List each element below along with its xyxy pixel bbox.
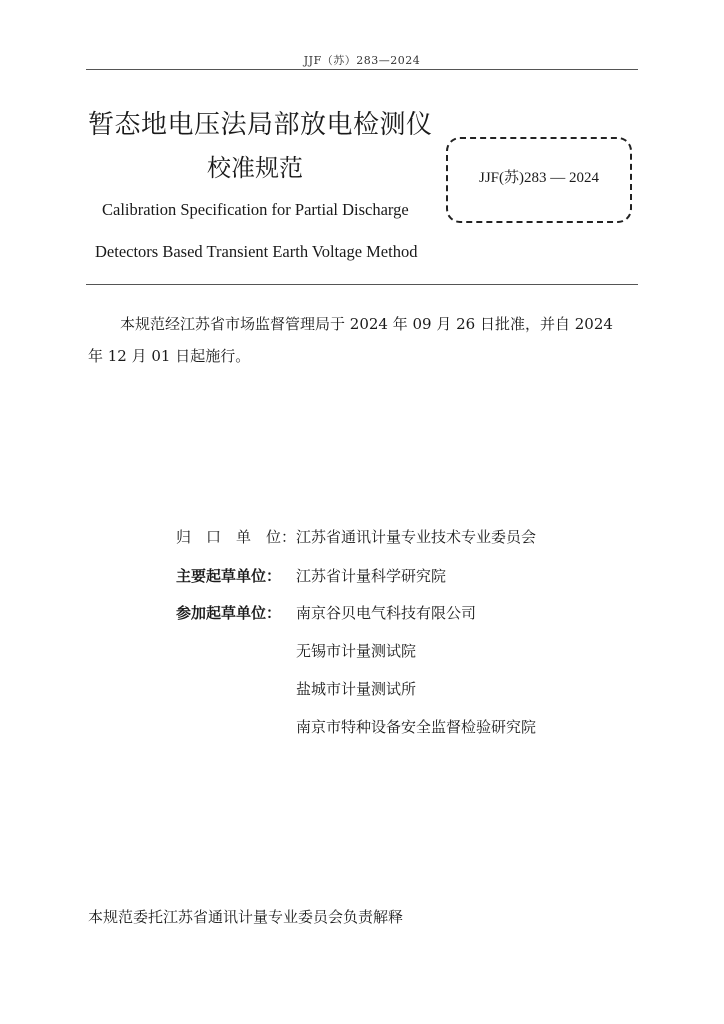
title-chinese-line1: 暂态地电压法局部放电检测仪: [88, 110, 433, 140]
title-divider-rule: [86, 284, 638, 285]
main-drafter-label: 主要起草单位：: [176, 567, 282, 585]
participating-drafter-value: 无锡市计量测试院: [296, 642, 417, 660]
participating-drafter-row: [176, 602, 476, 623]
running-header-code: JJF（苏）283—2024: [303, 54, 421, 67]
specification-code: JJF(苏)283 — 2024: [478, 170, 599, 186]
main-drafter-row: [176, 565, 446, 586]
participating-drafter-value: 盐城市计量测试所: [296, 680, 417, 698]
responsible-unit-value: 江苏省通讯计量专业技术专业委员会: [296, 528, 537, 546]
title-english-line1: Calibration Specification for Partial Discharge: [102, 200, 409, 219]
participating-drafter-value: 南京谷贝电气科技有限公司: [296, 604, 477, 622]
participating-drafter-label: 参加起草单位：: [176, 604, 282, 622]
responsible-unit-label: 归 口 单 位：: [176, 528, 297, 546]
title-english-line2: Detectors Based Transient Earth Voltage Method: [95, 242, 418, 261]
approval-statement-line2: 年 12 月 01 日起施行。: [88, 347, 251, 365]
header-rule: [86, 69, 638, 70]
main-drafter-value: 江苏省计量科学研究院: [296, 567, 447, 585]
title-chinese-line2: 校准规范: [207, 154, 303, 182]
participating-drafter-value: 南京市特种设备安全监督检验研究院: [296, 718, 537, 736]
responsible-unit-row: [176, 526, 536, 547]
approval-statement-line1: 本规范经江苏省市场监督管理局于 2024 年 09 月 26 日批准，并自 2024: [120, 315, 613, 333]
interpretation-note: 本规范委托江苏省通讯计量专业委员会负责解释: [88, 908, 404, 926]
